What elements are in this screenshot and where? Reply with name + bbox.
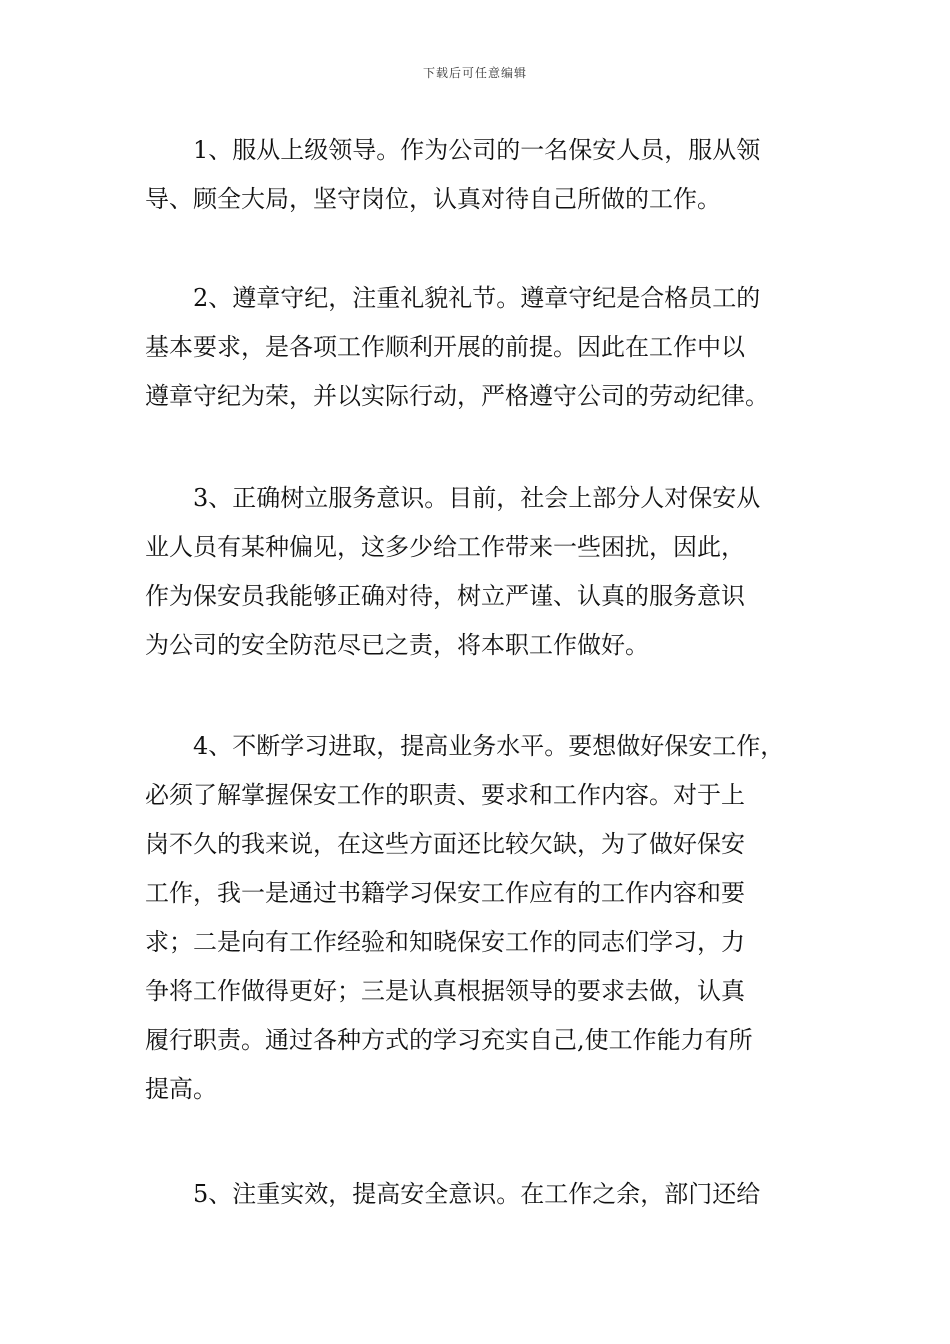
paragraph-line: 基本要求，是各项工作顺利开展的前提。因此在工作中以 <box>145 333 745 361</box>
paragraph-2 <box>145 274 813 421</box>
paragraph-line: 争将工作做得更好；三是认真根据领导的要求去做，认真 <box>145 977 745 1005</box>
paragraph-line: 2、遵章守纪，注重礼貌礼节。遵章守纪是合格员工的 <box>193 284 761 312</box>
paragraph-line: 求；二是向有工作经验和知晓保安工作的同志们学习，力 <box>145 928 745 956</box>
paragraph-line: 4、不断学习进取，提高业务水平。要想做好保安工作， <box>193 732 785 760</box>
paragraph-4 <box>145 722 813 1114</box>
paragraph-line: 工作，我一是通过书籍学习保安工作应有的工作内容和要 <box>145 879 745 907</box>
paragraph-5 <box>145 1170 813 1219</box>
paragraph-line: 提高。 <box>145 1075 217 1103</box>
paragraph-line: 为公司的安全防范尽已之责，将本职工作做好。 <box>145 631 649 659</box>
paragraph-line: 导、顾全大局，坚守岗位，认真对待自己所做的工作。 <box>145 185 721 213</box>
paragraph-line: 5、注重实效，提高安全意识。在工作之余，部门还给 <box>193 1180 761 1208</box>
paragraph-line: 3、正确树立服务意识。目前，社会上部分人对保安从 <box>193 484 761 512</box>
paragraph-line: 作为保安员我能够正确对待，树立严谨、认真的服务意识 <box>145 582 745 610</box>
paragraph-1 <box>145 126 813 224</box>
paragraph-3 <box>145 474 813 670</box>
paragraph-line: 遵章守纪为荣，并以实际行动，严格遵守公司的劳动纪律。 <box>145 382 769 410</box>
paragraph-line: 业人员有某种偏见，这多少给工作带来一些困扰，因此， <box>145 533 745 561</box>
paragraph-line: 履行职责。通过各种方式的学习充实自己,使工作能力有所 <box>145 1026 753 1054</box>
paragraph-line: 1、服从上级领导。作为公司的一名保安人员，服从领 <box>193 136 761 164</box>
paragraph-line: 岗不久的我来说，在这些方面还比较欠缺，为了做好保安 <box>145 830 745 858</box>
page-header: 下载后可任意编辑 <box>422 66 527 80</box>
paragraph-line: 必须了解掌握保安工作的职责、要求和工作内容。对于上 <box>145 781 745 809</box>
